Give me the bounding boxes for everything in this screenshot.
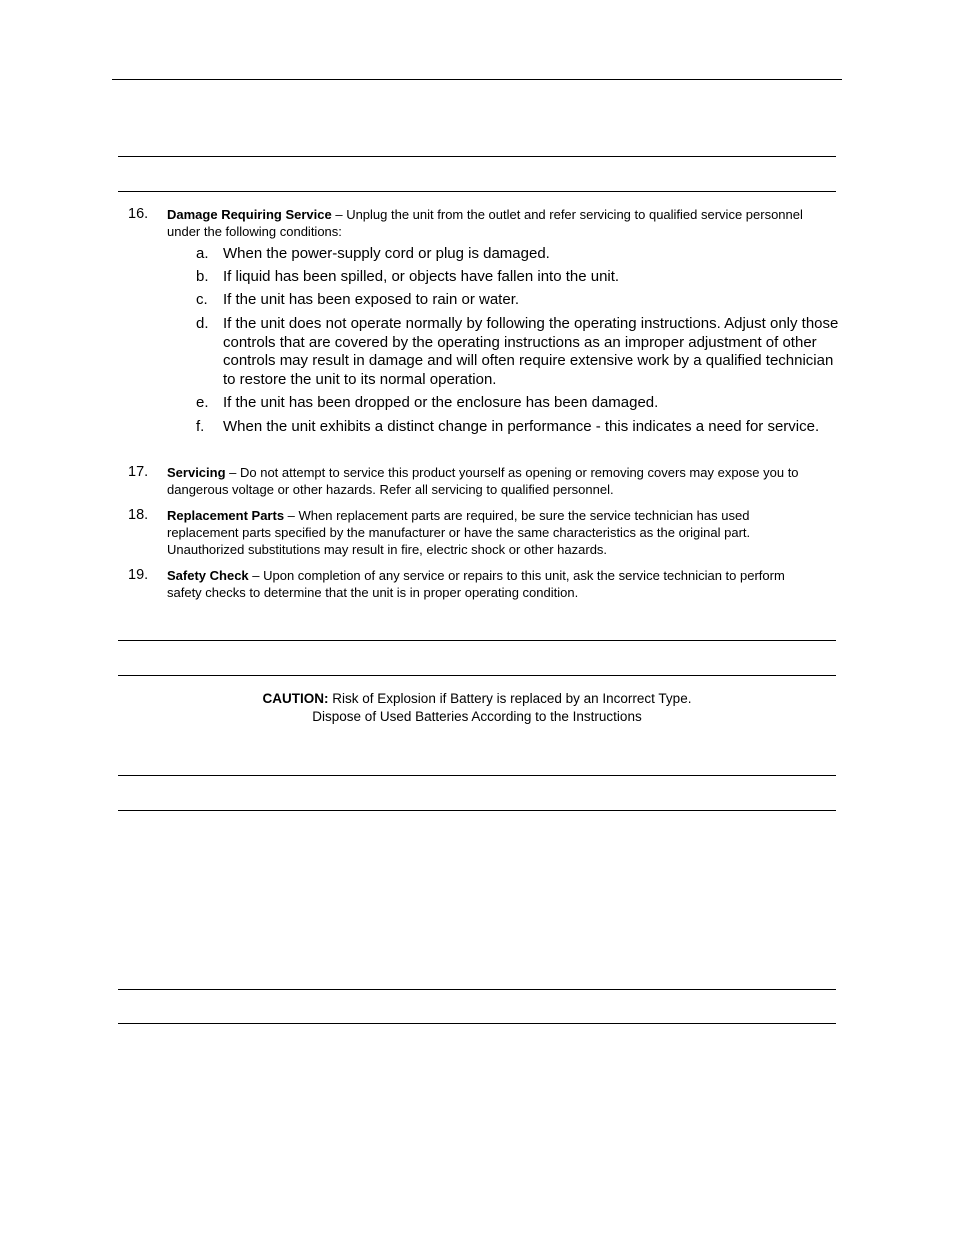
- item-title: Replacement Parts: [167, 508, 285, 523]
- sub-item-text: If the unit has been exposed to rain or water.: [223, 291, 520, 308]
- sub-item-letter: d.: [196, 315, 209, 332]
- caution-label: CAUTION:: [262, 691, 329, 706]
- item-text: – Do not attempt to service this product yourself as opening or removing covers may expose you to dangerous voltage or other hazards. Refer all servicing to qualified personnel.: [167, 465, 799, 497]
- sub-item-letter: a.: [196, 245, 209, 262]
- sub-item-text: If the unit has been dropped or the enclosure has been damaged.: [223, 394, 659, 411]
- item-text: – Upon completion of any service or repairs to this unit, ask the service technician to perform safety checks to determine that the unit is in proper operating condition.: [167, 568, 785, 600]
- header-rule: [112, 79, 842, 80]
- item-body: [167, 507, 817, 558]
- item-body: [167, 464, 817, 498]
- item-number: 16.: [128, 206, 149, 222]
- sub-item-text: When the unit exhibits a distinct change in performance - this indicates a need for service.: [223, 418, 820, 435]
- sub-item-letter: c.: [196, 291, 208, 308]
- section-rule-top: [118, 640, 836, 641]
- sub-item-letter: b.: [196, 268, 209, 285]
- sub-item-text: If liquid has been spilled, or objects have fallen into the unit.: [223, 268, 620, 285]
- section-rule-top: [118, 775, 836, 776]
- item-number: 17.: [128, 464, 149, 480]
- item-text: – When replacement parts are required, be sure the service technician has used replacement parts specified by the manufacturer or have the same characteristics as the original part. Unauthorized substitutions may result in fire, electric shock or other hazards.: [167, 508, 751, 557]
- sub-item-letter: e.: [196, 394, 209, 411]
- section-rule-bottom: [118, 1023, 836, 1024]
- caution-line-1: [118, 690, 836, 708]
- section-rule-bottom: [118, 191, 836, 192]
- item-number: 19.: [128, 567, 149, 583]
- section-rule-top: [118, 989, 836, 990]
- sub-item-text: When the power-supply cord or plug is damaged.: [223, 245, 550, 262]
- item-body: [167, 567, 817, 601]
- item-title: Servicing: [167, 465, 226, 480]
- item-title: Damage Requiring Service: [167, 207, 332, 222]
- caution-line-2: Dispose of Used Batteries According to the Instructions: [312, 708, 642, 724]
- section-rule-top: [118, 156, 836, 157]
- battery-caution: [118, 690, 836, 725]
- section-rule-bottom: [118, 675, 836, 676]
- section-rule-bottom: [118, 810, 836, 811]
- sub-item-letter: f.: [196, 418, 205, 435]
- item-title: Safety Check: [167, 568, 249, 583]
- item-text: – Unplug the unit from the outlet and refer servicing to qualified service personnel under the following conditions:: [167, 207, 803, 239]
- item-number: 18.: [128, 507, 149, 523]
- sub-item-text: If the unit does not operate normally by following the operating instructions. Adjust only those controls that are covered by the operating instructions as an improper adjustment of other controls may result in damage and will often require extensive work by a qualified technician to restore the unit to its normal operation.: [223, 315, 839, 388]
- item-body: [167, 206, 817, 240]
- caution-text: Risk of Explosion if Battery is replaced by an Incorrect Type.: [328, 691, 692, 706]
